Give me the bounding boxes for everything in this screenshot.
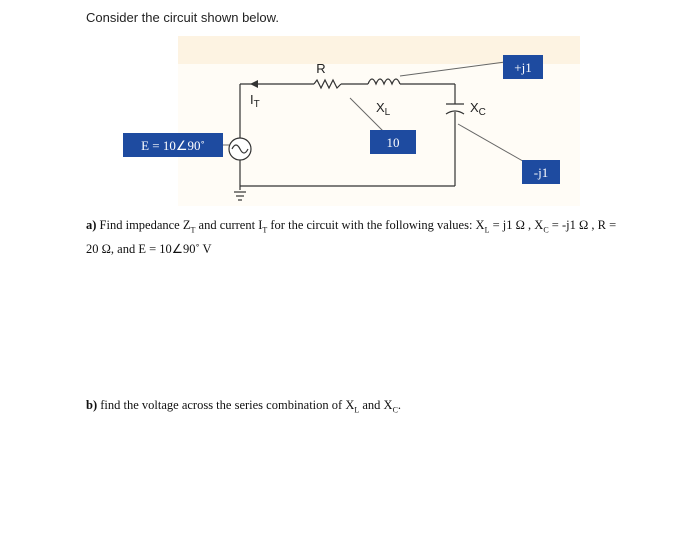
plus-j1-label: +j1 — [514, 60, 532, 75]
question-a-prefix: a) — [86, 218, 97, 232]
inductor-label: $X_L$ — [376, 100, 391, 118]
current-label: $I_T$ — [250, 92, 260, 110]
question-a: a) Find impedance $Z_T$ and current $I_T$ for the circuit with the following values: $X_L = j1$ Ω , $X_C = -j1$ Ω , R = 20 Ω, and E = 10∠90˚ V — [86, 218, 617, 256]
question-b-prefix: b) — [86, 398, 98, 412]
resistor-label: R — [316, 61, 326, 76]
inductor-value-label: 10 — [386, 135, 400, 150]
capacitor-label: $X_C$ — [470, 100, 486, 118]
question-b: b) find the voltage across the series combination of $X_L$ and $X_C$. — [86, 398, 402, 415]
source-label: E = 10∠90˚ — [141, 138, 205, 153]
minus-j1-label: -j1 — [533, 165, 549, 180]
intro-text: Consider the circuit shown below. — [86, 10, 279, 25]
